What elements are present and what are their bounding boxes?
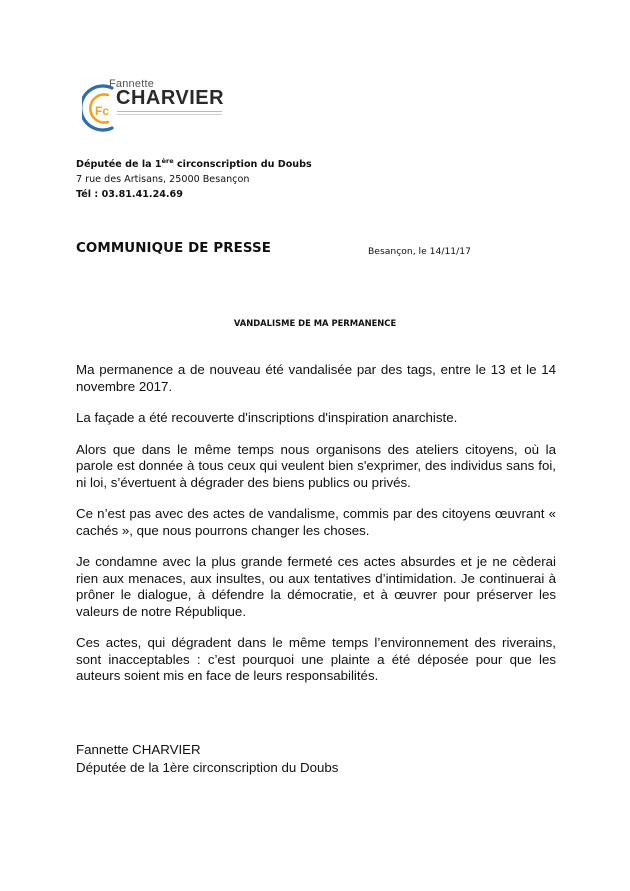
signature-name: Fannette CHARVIER [76, 742, 201, 757]
paragraph: La façade a été recouverte d'inscriptions d'inspiration anarchiste. [76, 410, 458, 425]
sender-address: 7 rue des Artisans, 25000 Besançon [76, 174, 250, 185]
logo [82, 78, 232, 140]
paragraph: Ces actes, qui dégradent dans le même temps l’environnement des riverains, sont inacceptables : c’est pourquoi une plainte a été déposée pour que les auteurs soient mis en face de leurs responsabilités. [76, 635, 556, 683]
paragraph: Alors que dans le même temps nous organisons des ateliers citoyens, où la parole est donnée à tous ceux qui veulent bien s'exprimer, des individus sans foi, ni loi, s’évertuent à dégrader des biens publics ou privés. [76, 441, 556, 490]
logo-first-name: Fannette [109, 78, 155, 90]
body-text [76, 362, 556, 700]
sender-block [76, 157, 312, 202]
paragraph: Je condamne avec la plus grande fermeté ces actes absurdes et je ne cèderai rien aux menaces, aux insultes, ou aux tentatives d’intimidation. Je continuerai à prôner le dialogue, à défendre la démocratie, et à œuvrer pour préserver les valeurs de notre République. [76, 554, 556, 619]
sender-title-line: Députée de la 1ère circonscription du Doubs [76, 157, 312, 170]
paragraph: Ce n’est pas avec des actes de vandalisme, commis par des citoyens œuvrant « cachés », que nous pourrons changer les choses. [76, 506, 556, 538]
logo-last-name: CHARVIER [116, 87, 225, 109]
press-release-title: COMMUNIQUE DE PRESSE [76, 241, 272, 256]
signature-role: Députée de la 1ère circonscription du Doubs [76, 760, 339, 775]
logo-tagline-rule [117, 111, 222, 115]
paragraph: Ma permanence a de nouveau été vandalisée par des tags, entre le 13 et le 14 novembre 2017. [76, 362, 556, 394]
sender-phone: Tél : 03.81.41.24.69 [76, 189, 183, 200]
signature-block [76, 741, 338, 777]
svg-text:Fc: Fc [95, 104, 110, 118]
headline: VANDALISME DE MA PERMANENCE [233, 318, 397, 328]
press-release-date: Besançon, le 14/11/17 [368, 246, 471, 257]
